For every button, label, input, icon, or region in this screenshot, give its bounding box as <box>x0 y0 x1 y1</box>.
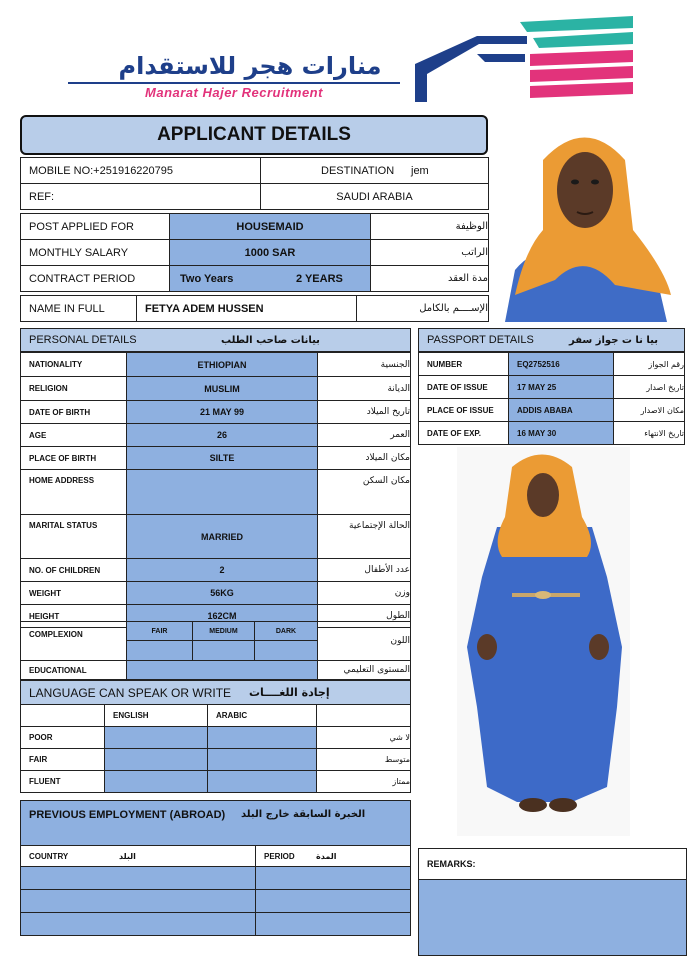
passport-row-label-ar: تاريخ اصدار <box>613 375 685 399</box>
personal-row-label: DATE OF BIRTH <box>20 400 127 424</box>
personal-row-value: ETHIOPIAN <box>126 352 318 377</box>
passport-row-value: EQ2752516 <box>508 352 614 376</box>
passport-row-label-ar: مكان الاصدار <box>613 398 685 422</box>
salary-value: 1000 SAR <box>169 239 371 266</box>
personal-row-value <box>126 469 318 515</box>
language-header <box>20 680 411 705</box>
language-title: LANGUAGE CAN SPEAK OR WRITE <box>29 685 232 700</box>
ref-label: REF: <box>20 183 261 210</box>
personal-row-value: 21 MAY 99 <box>126 400 318 424</box>
language-row-english <box>104 726 208 749</box>
language-row-label-ar: متوسط <box>316 748 411 771</box>
passport-row-label-ar: تاريخ الانتهاء <box>613 421 685 445</box>
personal-row-label-ar: مكان السكن <box>317 469 411 515</box>
personal-row-label-ar: العمر <box>317 423 411 447</box>
personal-row-label-ar: مكان الميلاد <box>317 446 411 470</box>
personal-row-label-ar: تاريخ الميلاد <box>317 400 411 424</box>
employment-period-label-ar: المدة <box>316 851 337 861</box>
passport-row-value: ADDIS ABABA <box>508 398 614 422</box>
applicant-full-body-photo <box>457 447 630 836</box>
language-row-english <box>104 748 208 771</box>
name-label: NAME IN FULL <box>20 295 137 322</box>
company-logo <box>60 10 640 105</box>
post-value: HOUSEMAID <box>169 213 371 240</box>
salary-label: MONTHLY SALARY <box>20 239 170 266</box>
mobile-number: MOBILE NO:+251916220795 <box>20 157 261 184</box>
language-row-label: FLUENT <box>20 770 105 793</box>
language-row-label: POOR <box>20 726 105 749</box>
contract-value-words: Two Years <box>180 272 234 285</box>
personal-row-label: NATIONALITY <box>20 352 127 377</box>
passport-row-value: 17 MAY 25 <box>508 375 614 399</box>
language-row-english <box>104 770 208 793</box>
house-roof-icon <box>415 14 640 104</box>
personal-row-value: SILTE <box>126 446 318 470</box>
employment-row-3-period <box>255 912 411 936</box>
personal-row-label: AGE <box>20 423 127 447</box>
employment-row-3-country <box>20 912 256 936</box>
personal-row-label: RELIGION <box>20 376 127 401</box>
personal-row-label-ar: الجنسية <box>317 352 411 377</box>
complexion-option-dark: DARK <box>254 621 318 641</box>
salary-label-ar: الراتب <box>370 239 489 266</box>
complexion-dark-value <box>254 640 318 661</box>
destination-cell <box>260 157 489 184</box>
employment-country-col <box>20 845 256 867</box>
passport-details-header <box>418 328 685 352</box>
personal-row-value: 56KG <box>126 581 318 605</box>
language-col-arabic: ARABIC <box>207 704 317 727</box>
contract-label-ar: مدة العقد <box>370 265 489 292</box>
passport-row-value: 16 MAY 30 <box>508 421 614 445</box>
remarks-box <box>418 879 687 956</box>
language-blank-header <box>20 704 105 727</box>
destination-label: DESTINATION <box>321 164 395 177</box>
personal-row-label: MARITAL STATUS <box>20 514 127 559</box>
employment-country-label-ar: البلد <box>119 851 136 861</box>
personal-row-label: NO. OF CHILDREN <box>20 558 127 582</box>
contract-value-years: 2 YEARS <box>296 272 343 285</box>
language-row-arabic <box>207 748 317 771</box>
language-row-label-ar: لا شي <box>316 726 411 749</box>
passport-row-label: PLACE OF ISSUE <box>418 398 509 422</box>
personal-row-value: 162CM <box>126 604 318 628</box>
post-label: POST APPLIED FOR <box>20 213 170 240</box>
remarks-label: REMARKS: <box>418 848 687 880</box>
destination-value: jem <box>411 164 429 177</box>
employment-header <box>20 800 411 846</box>
language-blank-header-ar <box>316 704 411 727</box>
complexion-fair-value <box>126 640 193 661</box>
personal-row-label-ar: الديانة <box>317 376 411 401</box>
employment-row-2-country <box>20 889 256 913</box>
passport-row-label: DATE OF EXP. <box>418 421 509 445</box>
complexion-option-fair: FAIR <box>126 621 193 641</box>
language-title-ar: إجادة اللغــــات <box>249 686 330 699</box>
personal-row-label-ar: الحالة الإجتماعية <box>317 514 411 559</box>
passport-row-label: NUMBER <box>418 352 509 376</box>
language-row-label: FAIR <box>20 748 105 771</box>
personal-row-label-ar: الطول <box>317 604 411 628</box>
personal-row-value: 26 <box>126 423 318 447</box>
contract-label: CONTRACT PERIOD <box>20 265 170 292</box>
educational-label: EDUCATIONAL <box>20 660 127 680</box>
educational-label-ar: المستوى التعليمي <box>317 660 411 680</box>
complexion-option-medium: MEDIUM <box>192 621 255 641</box>
employment-row-2-period <box>255 889 411 913</box>
personal-details-title-ar: بيانات صاحب الطلب <box>221 334 320 346</box>
personal-row-value: 2 <box>126 558 318 582</box>
destination-country: SAUDI ARABIA <box>260 183 489 210</box>
language-col-english: ENGLISH <box>104 704 208 727</box>
logo-underline <box>68 82 400 84</box>
language-row-arabic <box>207 726 317 749</box>
personal-row-label: HEIGHT <box>20 604 127 628</box>
complexion-label-ar: اللون <box>317 621 411 661</box>
personal-row-value: MARRIED <box>126 514 318 559</box>
employment-row-1-period <box>255 866 411 890</box>
personal-row-label: PLACE OF BIRTH <box>20 446 127 470</box>
passport-row-label: DATE OF ISSUE <box>418 375 509 399</box>
post-label-ar: الوظيفة <box>370 213 489 240</box>
employment-title-ar: الخبرة السابقة خارج البلد <box>241 809 366 820</box>
educational-value <box>126 660 318 680</box>
personal-details-title: PERSONAL DETAILS <box>29 334 137 346</box>
logo-english-name: Manarat Hajer Recruitment <box>145 85 323 100</box>
page-title: APPLICANT DETAILS <box>20 115 488 155</box>
employment-period-col <box>255 845 411 867</box>
employment-country-label: COUNTRY <box>29 851 69 861</box>
applicant-full-name: FETYA ADEM HUSSEN <box>136 295 357 322</box>
contract-value <box>169 265 371 292</box>
complexion-medium-value <box>192 640 255 661</box>
language-row-label-ar: ممتاز <box>316 770 411 793</box>
language-row-arabic <box>207 770 317 793</box>
employment-title: PREVIOUS EMPLOYMENT (ABROAD) <box>29 809 226 821</box>
passport-details-title: PASSPORT DETAILS <box>427 334 534 346</box>
applicant-headshot-photo <box>495 120 675 322</box>
personal-row-label-ar: عدد الأطفال <box>317 558 411 582</box>
passport-details-title-ar: بيا نا ت جواز سفر <box>569 334 658 346</box>
personal-details-header <box>20 328 411 352</box>
complexion-label: COMPLEXION <box>20 621 127 661</box>
logo-arabic-name: منارات هجر للاستقدام <box>118 52 382 80</box>
employment-period-label: PERIOD <box>264 851 295 861</box>
employment-row-1-country <box>20 866 256 890</box>
personal-row-label: HOME ADDRESS <box>20 469 127 515</box>
personal-row-label: WEIGHT <box>20 581 127 605</box>
passport-row-label-ar: رقم الجواز <box>613 352 685 376</box>
personal-row-label-ar: وزن <box>317 581 411 605</box>
name-label-ar: الإســــم بالكامل <box>356 295 489 322</box>
personal-row-value: MUSLIM <box>126 376 318 401</box>
